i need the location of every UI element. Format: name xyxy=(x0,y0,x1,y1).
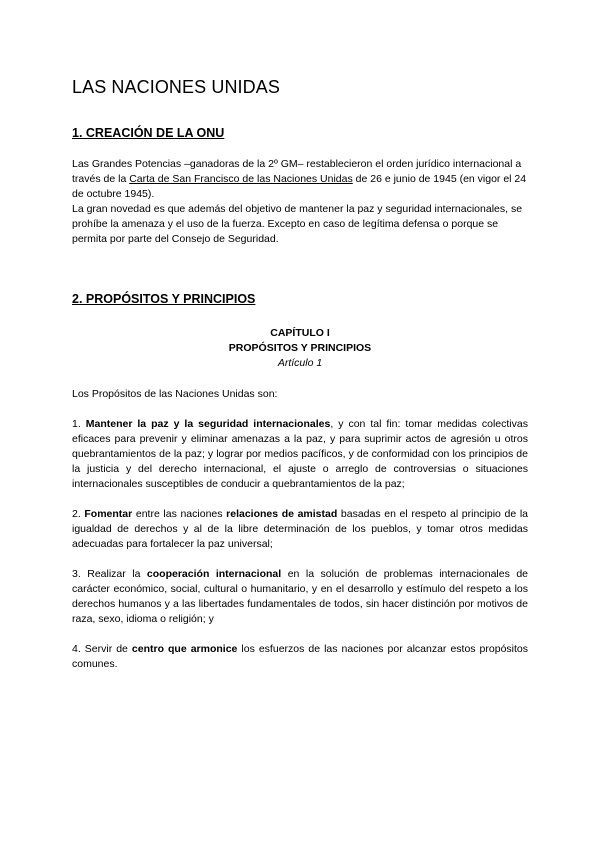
purpose-item-1 xyxy=(72,417,528,492)
chapter-title: PROPÓSITOS Y PRINCIPIOS xyxy=(228,342,372,354)
item-bold-2: relaciones de amistad xyxy=(226,508,338,520)
section-heading-propositos: 2. PROPÓSITOS Y PRINCIPIOS xyxy=(72,292,256,306)
purposes-lead: Los Propósitos de las Naciones Unidas son: xyxy=(72,388,278,400)
novelty-paragraph: La gran novedad es que además del objetivo de mantener la paz y seguridad internacionales, se prohíbe la amenaza y el uso de la fuerza. Excepto en caso de legítima defensa o porque se permita por parte del Consejo de Seguridad. xyxy=(72,203,523,245)
section-heading-creacion: 1. CREACIÓN DE LA ONU xyxy=(72,126,225,140)
intro-text-end: de 26 e junio de 1945 (en vigor el 24 de octubre 1945). xyxy=(72,173,527,200)
item-number: 1. xyxy=(72,418,86,430)
purpose-item-3 xyxy=(72,567,528,627)
item-text: , y con tal fin: tomar medidas colectivas eficaces para prevenir y eliminar amenazas a la paz, y para suprimir actos de agresión u otros quebrantamientos de la paz; y lograr por medios pacíficos, y de conformidad con los principios de la justicia y del derecho internacional, el ajuste o arreglo de controversias o situaciones internacionales susceptibles de conducir a quebrantamientos de la paz; xyxy=(72,418,528,490)
item-text: en la solución de problemas internacionales de carácter económico, social, cultural o humanitario, y en el desarrollo y estímulo del respeto a los derechos humanos y a las libertades fundamentales de todos, sin hacer distinción por motivos de raza, sexo, idioma o religión; y xyxy=(72,568,529,625)
purpose-item-4 xyxy=(72,642,528,672)
item-bold: centro que armonice xyxy=(131,643,238,655)
item-bold: cooperación internacional xyxy=(146,568,282,580)
item-text: basadas en el respeto al principio de la igualdad de derechos y al de la libre determinación de los pueblos, y tomar otros medidas adecuadas para fortalecer la paz universal; xyxy=(72,508,528,550)
intro-paragraph xyxy=(72,157,528,202)
item-bold: Fomentar xyxy=(84,508,133,520)
item-text-mid: entre las naciones xyxy=(132,508,227,520)
item-number: 3. Realizar la xyxy=(72,568,147,580)
chapter-header xyxy=(72,326,528,371)
charter-link[interactable]: Carta de San Francisco de las Naciones Unidas xyxy=(129,173,353,185)
article-label: Artículo 1 xyxy=(277,357,323,369)
chapter-number: CAPÍTULO I xyxy=(270,327,330,339)
item-number: 2. xyxy=(72,508,85,520)
intro-text-start: Las Grandes Potencias –ganadoras de la 2º GM– restablecieron el orden jurídico internacional a través de la xyxy=(72,158,522,185)
item-bold: Mantener la paz y la seguridad internacionales xyxy=(85,418,331,430)
item-number: 4. Servir de xyxy=(72,643,132,655)
document-title: LAS NACIONES UNIDAS xyxy=(72,77,280,97)
purpose-item-2 xyxy=(72,507,528,552)
item-text: los esfuerzos de las naciones por alcanzar estos propósitos comunes. xyxy=(72,643,529,670)
